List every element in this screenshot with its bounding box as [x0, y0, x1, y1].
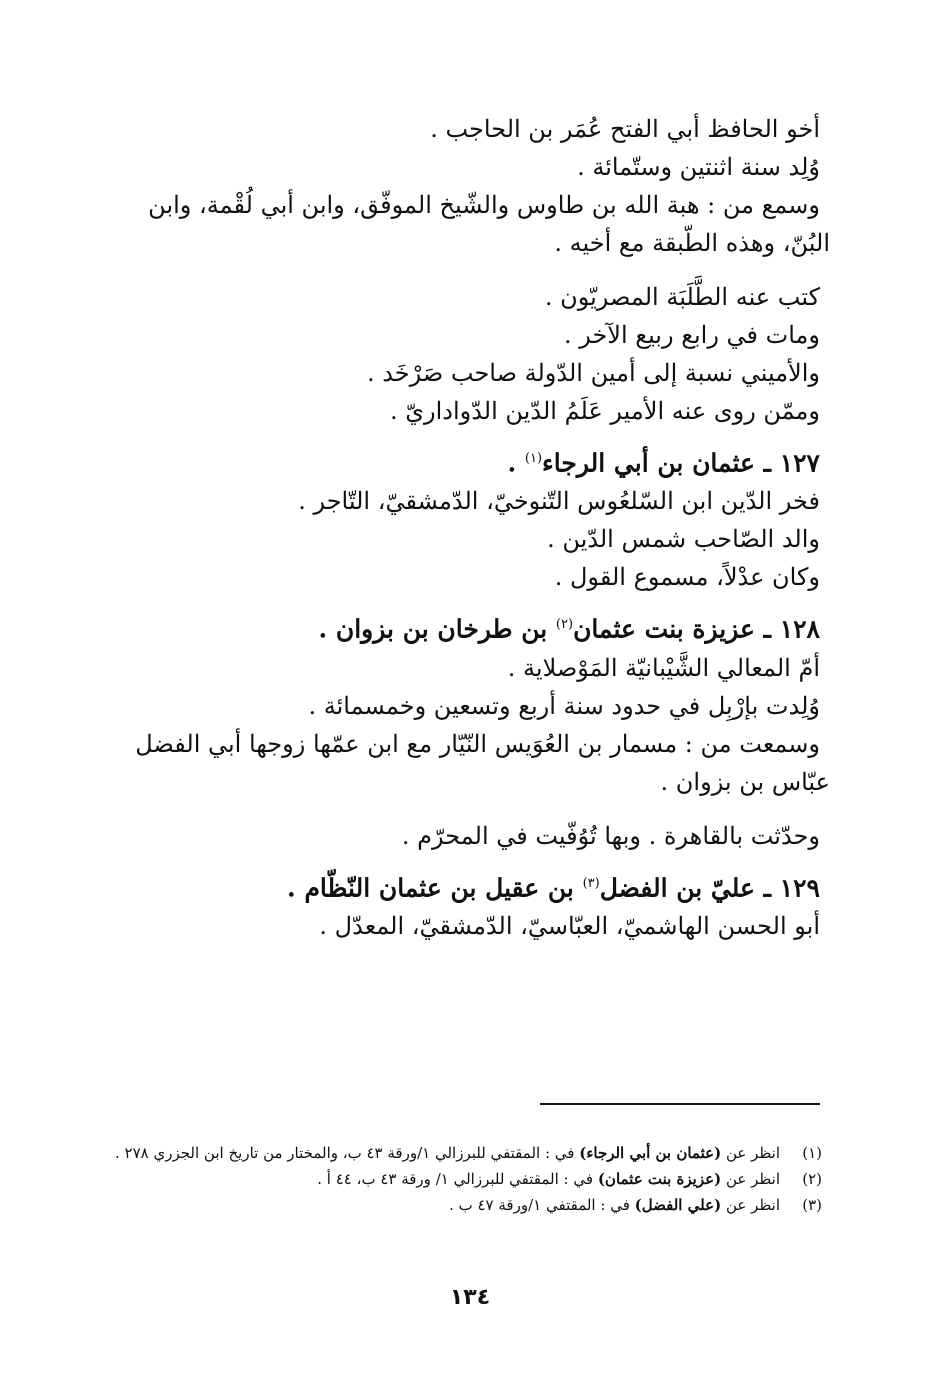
text-line: ومات في رابع ربيع الآخر .: [563, 321, 820, 349]
entry-title-tail: بن طرخان بن بزوان .: [318, 614, 556, 644]
footnote-number: (٣): [802, 1196, 822, 1214]
footnote: [112, 1192, 822, 1218]
text-line: والد الصّاحب شمس الدّين .: [547, 525, 820, 554]
footnote-ref: (٣): [582, 875, 600, 891]
text-line: وسمع من : هبة الله بن طاوس والشّيخ الموفّق، وابن أبي لُقْمة، وابن: [148, 191, 820, 219]
footnote-pre: انظر عن: [721, 1144, 780, 1162]
text-line: أخو الحافظ أبي الفتح عُمَر بن الحاجب .: [430, 115, 820, 143]
text-line: أمّ المعالي الشَّيْبانيّة المَوْصلاية .: [507, 653, 820, 682]
entry-heading-127: [95, 440, 820, 482]
entry-title: ١٢٩ ـ عليّ بن الفضل: [599, 872, 820, 902]
text-line: وسمعت من : مسمار بن العُوَيس النّيّار مع ابن عمّها زوجها أبي الفضل: [135, 729, 820, 758]
entry-heading-129: [95, 865, 820, 907]
entry-title: ١٢٨ ـ عزيزة بنت عثمان: [573, 614, 820, 644]
entry-title-tail: بن عقيل بن عثمان النّظّام .: [287, 872, 583, 902]
text-line: عبّاس بن بزوان .: [660, 767, 830, 796]
text-line: والأميني نسبة إلى أمين الدّولة صاحب صَرْخَد .: [366, 359, 820, 387]
text-line: أبو الحسن الهاشميّ، العبّاسيّ، الدّمشقيّ، المعدّل .: [319, 911, 820, 940]
text-line: كتب عنه الطَّلَبَة المصريّون .: [544, 283, 820, 311]
footnote-separator: [540, 1103, 820, 1105]
footnote-title: (عزيزة بنت عثمان): [597, 1170, 722, 1188]
footnote-number: (١): [802, 1144, 822, 1162]
footnote: [112, 1140, 822, 1166]
entry-heading-128: [95, 606, 820, 648]
entry-title: ١٢٧ ـ عثمان بن أبي الرجاء: [542, 448, 820, 478]
footnote-ref: (٢): [555, 617, 574, 633]
footnote-post: في : المقتفي ١/ورقة ٤٧ ب .: [449, 1196, 635, 1214]
text-line: وحدّثت بالقاهرة . وبها تُوُفّيت في المحرّم .: [401, 821, 820, 850]
footnote-post: في : المقتفي للبرزالي ١/ ورقة ٤٣ ب، ٤٤ أ .: [317, 1170, 598, 1188]
text-line: وُلِدت بإرْبِل في حدود سنة أربع وتسعين وخمسمائة .: [308, 691, 820, 720]
footnote-post: في : المقتفي للبرزالي ١/ورقة ٤٣ ب، والمختار من تاريخ ابن الجزري ٢٧٨ .: [115, 1144, 580, 1162]
page-number: ١٣٤: [449, 1285, 491, 1310]
footnote-text: [112, 1166, 780, 1192]
footnote-text: [112, 1192, 780, 1218]
footnote-pre: انظر عن: [721, 1170, 780, 1188]
text-line: وممّن روى عنه الأمير عَلَمُ الدّين الدّواداريّ .: [389, 397, 820, 425]
footnotes: [112, 1140, 822, 1218]
footnote-pre: انظر عن: [721, 1196, 780, 1214]
footnote-number: (٢): [802, 1170, 822, 1188]
text-line: وكان عدْلاً، مسموع القول .: [554, 563, 820, 592]
footnote-ref: (١): [524, 451, 543, 466]
main-text: [95, 110, 830, 945]
text-line: وُلِد سنة اثنتين وستّمائة .: [577, 153, 820, 181]
entry-title-tail: .: [507, 448, 525, 478]
footnote-text: [112, 1140, 780, 1166]
footnote-title: (عثمان بن أبي الرجاء): [579, 1144, 722, 1162]
footnote-title: (علي الفضل): [634, 1196, 722, 1214]
footnote: [112, 1166, 822, 1192]
text-line: فخر الدّين ابن السّلعُوس التّنوخيّ، الدّمشقيّ، التّاجر .: [298, 487, 820, 516]
text-line: البُنّ، وهذه الطّبقة مع أخيه .: [554, 229, 830, 257]
